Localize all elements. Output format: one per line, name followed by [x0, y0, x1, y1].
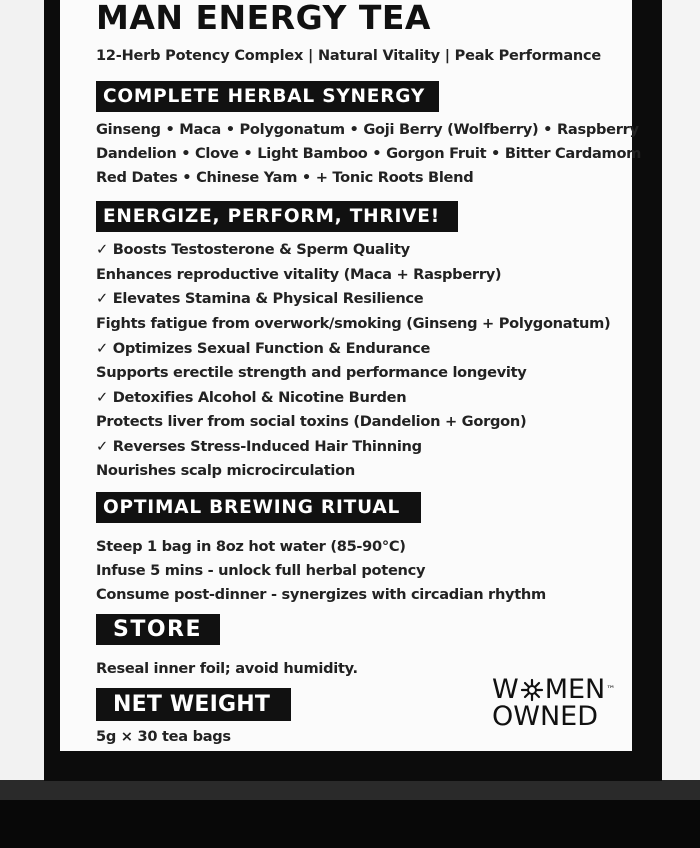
store-instructions: Reseal inner foil; avoid humidity. [96, 660, 358, 677]
logo-text-w: W [492, 674, 519, 705]
product-title: MAN ENERGY TEA [96, 0, 431, 37]
herb-list-line: Red Dates • Chinese Yam • + Tonic Roots Blend [96, 169, 474, 186]
benefit-line: ✓ Elevates Stamina & Physical Resilience [96, 290, 424, 307]
benefit-line: Protects liver from social toxins (Dandelion + Gorgon) [96, 413, 527, 430]
herb-list-line: Ginseng • Maca • Polygonatum • Goji Berry (Wolfberry) • Raspberry [96, 121, 639, 138]
bottom-shelf [0, 780, 700, 802]
logo-text-owned: OWNED [492, 701, 598, 732]
bottom-bar [0, 800, 700, 848]
benefit-line: Enhances reproductive vitality (Maca + Raspberry) [96, 266, 502, 283]
benefit-line: ✓ Boosts Testosterone & Sperm Quality [96, 241, 410, 258]
benefit-line: Nourishes scalp microcirculation [96, 462, 355, 479]
heading-store: STORE [96, 614, 220, 645]
brewing-line: Consume post-dinner - synergizes with circadian rhythm [96, 586, 546, 603]
brewing-line: Infuse 5 mins - unlock full herbal potency [96, 562, 426, 579]
label-frame [44, 0, 662, 781]
women-owned-logo [492, 676, 632, 730]
flower-icon [519, 677, 545, 703]
benefit-line: ✓ Detoxifies Alcohol & Nicotine Burden [96, 389, 407, 406]
background-right [662, 0, 700, 800]
heading-net-weight: NET WEIGHT [96, 688, 291, 721]
logo-text-men: MEN [544, 674, 606, 705]
benefit-line: ✓ Optimizes Sexual Function & Endurance [96, 340, 431, 357]
trademark-symbol: ™ [606, 685, 616, 695]
benefit-line: Supports erectile strength and performance longevity [96, 364, 527, 381]
benefit-line: ✓ Reverses Stress-Induced Hair Thinning [96, 438, 422, 455]
brewing-line: Steep 1 bag in 8oz hot water (85-90°C) [96, 538, 406, 555]
heading-benefits: ENERGIZE, PERFORM, THRIVE! [96, 201, 458, 232]
heading-herbal-synergy: COMPLETE HERBAL SYNERGY [96, 81, 439, 112]
heading-brewing-ritual: OPTIMAL BREWING RITUAL [96, 492, 421, 523]
background-left [0, 0, 44, 800]
product-label [60, 0, 642, 751]
net-weight-value: 5g × 30 tea bags [96, 728, 231, 745]
benefit-line: Fights fatigue from overwork/smoking (Ginseng + Polygonatum) [96, 315, 611, 332]
product-subtitle: 12-Herb Potency Complex | Natural Vitality | Peak Performance [96, 48, 602, 64]
herb-list-line: Dandelion • Clove • Light Bamboo • Gorgon Fruit • Bitter Cardamom [96, 145, 642, 162]
